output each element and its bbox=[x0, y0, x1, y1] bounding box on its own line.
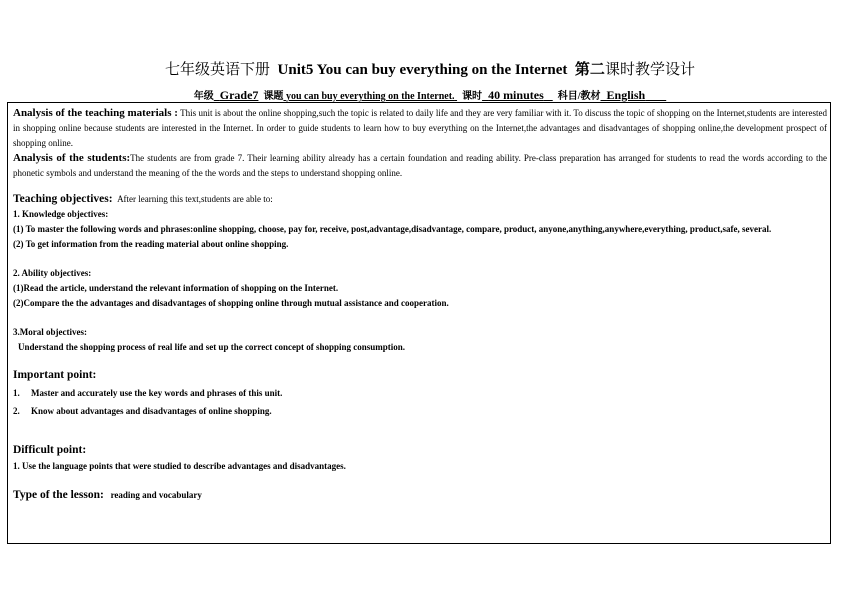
objectives-heading: Teaching objectives: bbox=[13, 193, 113, 205]
knowledge-heading: 1. Knowledge objectives: bbox=[13, 209, 109, 219]
analysis-students-heading: Analysis of the students: bbox=[13, 152, 131, 164]
lesson-plan-content bbox=[13, 106, 827, 503]
title-cn-suffix: 课时教学设计 bbox=[604, 62, 695, 78]
title-en: Unit5 You can buy everything on the Internet bbox=[277, 62, 568, 78]
meta-line bbox=[0, 87, 860, 103]
lesson-type-value: reading and vocabulary bbox=[110, 490, 202, 500]
difficult-heading: Difficult point: bbox=[13, 444, 87, 456]
subject-value: English bbox=[606, 88, 646, 102]
knowledge-item-1: (1) To master the following words and phrases:online shopping, choose, pay for, receive, post,advantage,disadvantage, compare, product, anyone,anything,anywhere,everything, product,safe, several. bbox=[13, 224, 772, 234]
title-cn-prefix: 七年级英语下册 bbox=[165, 62, 271, 78]
title-cn-suffix-bold: 第二 bbox=[574, 62, 605, 78]
lesson-type-heading: Type of the lesson: bbox=[13, 489, 104, 501]
grade-label: 年级 bbox=[193, 91, 214, 102]
important-heading: Important point: bbox=[13, 369, 97, 381]
objectives-heading-line bbox=[13, 192, 827, 207]
period-label: 课时 bbox=[462, 91, 483, 102]
moral-item-1: Understand the shopping process of real life and set up the correct concept of shopping consumption. bbox=[18, 342, 406, 352]
analysis-students-text: The students are from grade 7. Their learning ability already has a certain foundation and reading ability. Pre-class preparation has arranged for students to read the words according to the phonetic symbols and understand the meaning of the the words and the steps to understand shopping online. bbox=[13, 153, 827, 178]
lesson-plan-box bbox=[7, 102, 831, 544]
ability-heading: 2. Ability objectives: bbox=[13, 268, 92, 278]
difficult-item: 1. Use the language points that were studied to describe advantages and disadvantages. bbox=[13, 461, 346, 471]
analysis-materials-heading: Analysis of the teaching materials : bbox=[13, 107, 178, 119]
document-title bbox=[0, 58, 860, 79]
topic-value: you can buy everything on the Internet. bbox=[285, 91, 455, 102]
objectives-intro: After learning this text,students are able to: bbox=[117, 194, 273, 204]
lesson-type bbox=[13, 488, 827, 503]
grade-value: Grade7 bbox=[219, 88, 259, 102]
moral-heading: 3.Moral objectives: bbox=[13, 327, 87, 337]
ability-item-2: (2)Compare the the advantages and disadvantages of shopping online through mutual assistance and cooperation. bbox=[13, 298, 449, 308]
analysis-materials-text: This unit is about the online shopping,such the topic is related to daily life and they are very familiar with it. To discuss the topic of shopping on the Internet,students are interested in shopping online because students are interested in the Internet. In order to guide students to learn how to buy everything on the Internet,the advantages and disadvantages of shopping online,the development prospect of shopping online. bbox=[13, 108, 828, 148]
analysis-students bbox=[13, 151, 827, 181]
period-value: 40 minutes bbox=[488, 88, 544, 102]
important-item: 1. Master and accurately use the key words and phrases of this unit. bbox=[13, 388, 283, 398]
knowledge-item-2: (2) To get information from the reading material about online shopping. bbox=[13, 239, 289, 249]
ability-item-1: (1)Read the article, understand the relevant information of shopping on the Internet. bbox=[13, 283, 339, 293]
subject-label: 科目/教材 bbox=[557, 91, 601, 102]
topic-label: 课题 bbox=[263, 91, 284, 102]
analysis-materials bbox=[13, 106, 827, 151]
important-item: 2. Know about advantages and disadvantages of online shopping. bbox=[13, 406, 272, 416]
